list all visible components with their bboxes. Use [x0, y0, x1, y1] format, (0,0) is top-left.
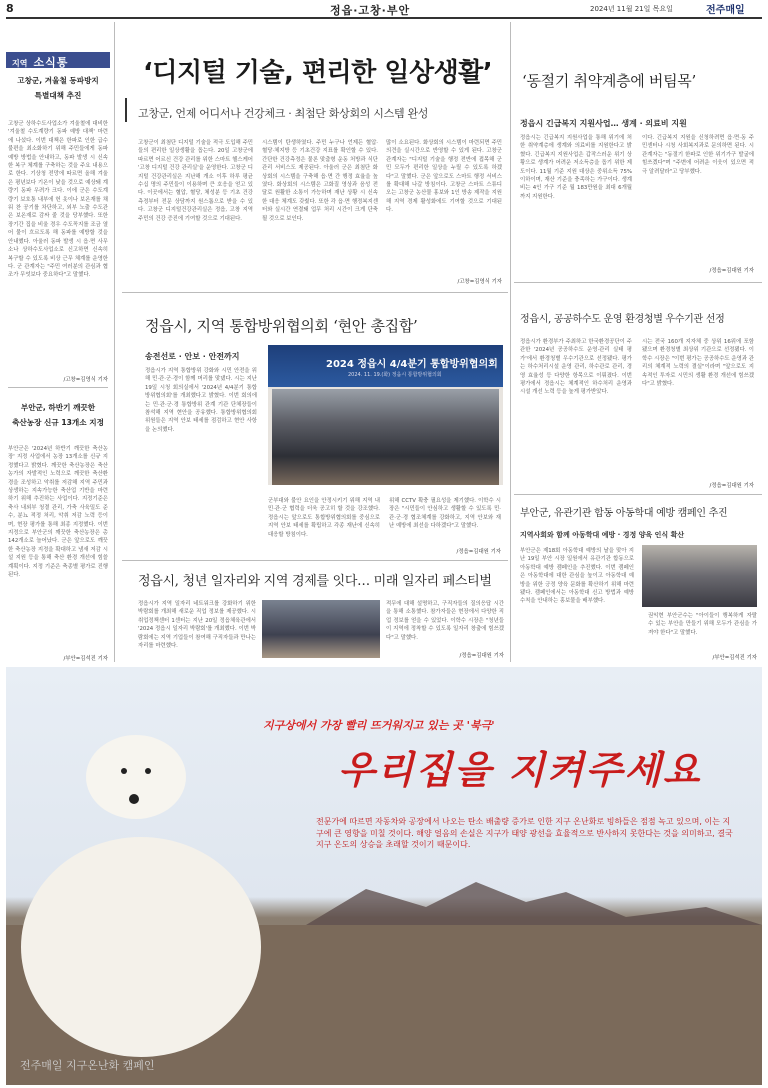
- right-story-title: ‘동절기 취약계층에 버팀목’: [522, 72, 696, 90]
- left-article1-headline: [6, 73, 110, 103]
- story2-title: 정읍시, 지역 통합방위협의회 ‘현안 총집합’: [145, 317, 418, 335]
- right-article2-title: 정읍시, 공공하수도 운영 환경청별 우수기관 선정: [520, 314, 725, 325]
- ad-mountains: [306, 882, 762, 925]
- story2-body-col1: 정읍시가 지역 통합방위 강화와 시민 안전을 위해 민·관·군·경이 함께 머리를 맞댔다. 시는 지난 19일 시청 회의실에서 '2024년 4/4분기 통합방위협의회'를 개최했다고 밝혔다. 이번 회의에는 민·관·군·경 통합방위 관계 기관 단체장들이 참석해 지역 현안을 공유했다. 통합방위협의회 위원들은 지역 안보 태세를 점검하고 현안 사항을 논의했다.: [145, 368, 257, 433]
- story3-body-col1: 정읍시가 지역 일자리 네트워크를 강화하기 위한 박람회를 개최해 새로운 직업 정보를 제공했다. 시 취업정책센터 1센터는 지난 20일 정읍체육관에서 '2024 정읍시 일자리 박람회'를 개최했다. 이번 박람회에는 지역 기업들이 참여해 구직자들과 만나는 자리를 마련했다.: [138, 601, 256, 650]
- top-story-divider: [122, 292, 508, 293]
- right-divider1: [514, 282, 762, 283]
- story3-photo: [262, 600, 380, 658]
- right-article3-photo: [642, 545, 757, 607]
- column-rule-left: [114, 22, 115, 662]
- ad-title: 우리집을 지켜주세요: [338, 748, 702, 792]
- top-story-body-col1: 고창군이 최첨단 디지털 기술을 적극 도입해 주민들의 편리한 일상생활을 돕는다. 20일 고창군에 따르면 어르신 건강 관리를 위한 스마트 헬스케어 '고창 디지털 건강 관리실'을 운영한다. 고창군 디지털 건강관리실은 지난해 개소 이후 하루 평균 수십 명의 주민들이 이용하며 큰 호응을 얻고 있다. 이곳에서는 혈압, 혈당, 체성분 등 기초 건강 측정부터 전문 상담까지 원스톱으로 받을 수 있다. 고창군 디지털건강관리실은 정읍, 고창 지역 주민의 건강 증진에 기여할 것으로 기대된다.: [138, 140, 253, 222]
- left-article1-headline-line1: 고창군, 겨울철 동파방지: [17, 76, 99, 85]
- left-divider: [8, 387, 108, 388]
- left-article2-headline: [6, 400, 110, 430]
- story2-photo-group: [272, 389, 499, 485]
- story3-title: 정읍시, 청년 일자리와 지역 경제를 잇다… 미래 일자리 페스티벌: [138, 574, 492, 589]
- page-number: 8: [6, 2, 14, 15]
- left-article2-body: 부안군은 '2024년 하반기 깨끗한 축산농장' 지정 사업에서 농장 13개소를 신규 지정했다고 밝혔다. 깨끗한 축산농장은 축산농가의 자발적인 노력으로 깨끗한 축산환경을 조성하고 악취를 저감해 지역 주민과 상생하는 지속가능한 축산업 기반을 마련하기 위해 추진하는 사업이다. 지정기준은 축사 내외부 청결 관리, 가축 사육밀도 준수, 분뇨 적정 처리, 악취 저감 노력 등이며, 현장 평가를 통해 최종 지정했다. 이번 지정으로 부안군의 깨끗한 축산농장은 총 142개소로 늘어났다. 군은 앞으로도 깨끗한 축산농장 지정을 확대하고 냄새 저감 시설 지원 등을 통해 축산 환경 개선에 힘쓸 계획이다. 지정 기준은 축종별 평가로 진행된다.: [8, 446, 108, 579]
- left-column-tag: [6, 52, 110, 68]
- story3-byline: /정읍=김대원 기자: [459, 653, 504, 659]
- ad-polar-bear-nose: [129, 794, 139, 804]
- ad-body: 전문가에 따르면 자동차와 공장에서 나오는 탄소 배출량 증가로 인한 지구 온난화로 빙하들은 점점 녹고 있으며, 이는 지구에 큰 영향을 미칠 것이다. 해양 얼음의 손실은 지구가 태양 광선을 효율적으로 반사하지 못한다는 것을 의미하고, 결국 지구 온도의 상승을 초래할 것이기 때문이다.: [316, 817, 733, 849]
- column-rule-right: [510, 22, 511, 662]
- ad-credit: 전주매일 지구온난화 캠페인: [20, 1059, 155, 1072]
- right-article3-body-col1: 부안군은 제18회 아동학대 예방의 날을 맞아 지난 19일 부안 시장 일원에서 유관기관 합동으로 아동학대 예방 캠페인을 추진했다. 이번 캠페인은 아동학대에 대한 관심을 높이고 아동학대 예방을 위한 긍정 양육 문화를 확산하기 위해 마련됐다. 캠페인에서는 아동학대 신고 방법과 예방 수칙을 안내하는 홍보물을 배부했다.: [520, 548, 634, 605]
- ad-polar-bear-body: [21, 837, 261, 1057]
- ad-polar-bear-head: [86, 735, 186, 819]
- section-title: 정읍·고창·부안: [330, 4, 411, 17]
- right-article3-body-col2: 권익현 부안군수는 "아이들이 행복하게 자랄 수 있는 부안을 만들기 위해 모두가 관심을 가져야 한다"고 말했다.: [648, 613, 757, 636]
- story2-photo: [268, 345, 503, 485]
- left-tag-label: 지역: [12, 59, 28, 68]
- story3-body-col3: 적무에 대해 설명하고, 구직자들의 질의응답 시간을 통해 소통했다. 참가자들은 현장에서 다양한 직업 정보를 얻을 수 있었다. 이학수 시장은 "청년들이 지역에 정착할 수 있도록 일자리 창출에 힘쓰겠다"고 말했다.: [386, 601, 504, 641]
- story2-photo-caption: 2024. 11. 19.(화) 정읍시 통합방위협의회: [348, 372, 442, 378]
- right-article2-byline: /정읍=김대원 기자: [709, 483, 754, 489]
- story2-photo-banner: 2024 정읍시 4/4분기 통합방위협의회: [326, 359, 498, 370]
- story2-body-col3: 위해 CCTV 확충 필요성을 제기했다. 이학수 시장은 "시민들이 안심하고 생활할 수 있도록 민·관·군·경 협조체계를 강화하고, 지역 안보와 재난 예방에 최선을 다하겠다"고 말했다.: [389, 498, 501, 530]
- right-story-body-col2: 이다. 긴급복지 지원을 신청하려면 읍·면·동 주민센터나 시청 사회복지과로 문의하면 된다. 시 관계자는 "동절기 한파로 인한 위기가구 발굴에 힘쓰겠다"며 "주변에 어려운 이웃이 있으면 적극 알려달라"고 당부했다.: [642, 135, 754, 175]
- paper-name: 전주매일: [706, 5, 745, 16]
- story2-body-col2: 군부대와 불안 요인을 안정시키기 위해 지역 내 민·관·군 협력을 더욱 공고히 할 것을 강조했다. 정읍시는 앞으로도 통합방위협의회를 중심으로 지역 안보 태세를 확립하고 각종 재난에 신속히 대응할 방침이다.: [268, 498, 380, 538]
- left-tag-title: 소식통: [33, 56, 69, 69]
- story2-kicker: 송전선로 · 안보 · 안전까지: [145, 352, 240, 361]
- right-article3-byline: /부안=김석진 기자: [712, 655, 757, 661]
- top-story-body-col2: 시스템이 탄생하였다. 주민 누구나 언제든 혈압·혈당·체지방 등 기초건강 지표를 확인할 수 있다. 간단한 건강측정은 물론 맞춤형 운동 처방과 식단 관리 서비스도 제공된다. 아울러 군은 최첨단 화상회의 시스템을 구축해 읍·면 간 행정 효율을 높였다. 화상회의 시스템은 고화질 영상과 음성 전달로 원활한 소통이 가능하며 재난 상황 시 신속한 대응 체계도 갖췄다. 또한 각 읍·면 행정복지센터와 실시간 연결돼 업무 처리 시간이 크게 단축될 것으로 보인다.: [262, 140, 378, 222]
- right-divider2: [514, 494, 762, 495]
- story2-divider: [122, 560, 508, 561]
- right-story-kicker: 정읍시 긴급복지 지원사업… 생계 · 의료비 지원: [520, 119, 687, 128]
- right-article2-body-col1: 정읍시가 환경부가 주최하고 한국환경공단이 주관한 '2024년 공공하수도 운영·관리 실태 평가'에서 환경청별 우수기관으로 선정됐다. 평가는 하수처리시설 운영 관리, 하수관로 관리, 경영 효율성 등 다양한 항목으로 이뤄졌다. 이번 평가에서 정읍시는 체계적인 하수처리 운영과 시설 개선 노력 등을 높게 평가받았다.: [520, 339, 632, 396]
- left-article2-byline: /부안=김석진 기자: [63, 656, 108, 662]
- right-article2-body-col2: 시는 전국 160개 지자체 중 상위 16위에 포함됐으며 환경청별 최상위 기관으로 선정됐다. 이학수 시장은 "이번 평가는 공공하수도 운영과 관리의 체계적 노력의 결실"이라며 "앞으로도 지속적인 투자로 시민의 생활 환경 개선에 힘쓰겠다"고 밝혔다.: [642, 339, 754, 388]
- left-article1-headline-line2: 특별대책 추진: [34, 91, 82, 100]
- header-rule: [6, 17, 762, 19]
- right-story-byline: /정읍=김대원 기자: [709, 268, 754, 274]
- right-article3-kicker: 지역사회와 함께 아동학대 예방 · 경정 양육 인식 확산: [520, 531, 685, 539]
- top-story-subtitle: 고창군, 언제 어디서나 건강체크 · 최첨단 화상회의 시스템 완성: [138, 107, 429, 120]
- story2-byline: /정읍=김대원 기자: [456, 549, 501, 555]
- top-story-title: ‘디지털 기술, 편리한 일상생활’: [143, 58, 493, 88]
- ad-subtitle: 지구상에서 가장 빨리 뜨거워지고 있는 곳 '북극': [263, 719, 495, 732]
- left-article1-body: 고창군 상하수도사업소가 겨울철에 대비한 '겨울철 수도계량기 동파 예방 대책' 마련에 나섰다. 이번 대책은 한파로 인한 급수 불편을 최소화하기 위해 주민들에게 동파 예방 방법을 안내하고, 동파 발생 시 신속한 복구 체계를 구축하는 것을 주요 내용으로 한다. 기상청 전망에 따르면 올해 겨울은 평년보다 기온이 낮을 것으로 예상돼 계량기 동파 우려가 크다. 이에 군은 수도계량기 보호통 내부에 헌 옷이나 보온재를 채워 찬 공기를 차단하고, 외부 노출 수도관은 보온재로 감싸 줄 것을 당부했다. 또한 장기간 집을 비울 경우 수도꼭지를 조금 열어 물이 흐르도록 해 동파를 예방할 것을 안내했다. 아울러 동파 발생 시 읍·면 사무소나 상하수도사업소로 신고하면 신속히 복구할 수 있도록 비상 근무 체계를 운영한다. 군 관계자는 "주민 여러분의 관심과 협조가 무엇보다 중요하다"고 말했다.: [8, 121, 108, 279]
- right-article3-title: 부안군, 유관기관 합동 아동학대 예방 캠페인 추진: [520, 508, 728, 519]
- issue-date: 2024년 11월 21일 목요일: [590, 5, 673, 13]
- ad-polar-bear-eye-right: [145, 768, 151, 774]
- top-story-byline: /고창=김영식 기자: [457, 279, 502, 285]
- subtitle-bar: [125, 98, 127, 122]
- top-story-body-col3: 많이 소요된다. 화상회의 시스템이 마련되면 주민 의견을 실시간으로 반영할 수 있게 된다. 고창군 관계자는 "디지털 기술을 행정 전반에 접목해 군민 모두가 편리한 일상을 누릴 수 있도록 하겠다"고 말했다. 군은 앞으로도 스마트 행정 서비스를 확대해 나갈 방침이다. 고창군 스마트 스튜디오는 고창군 농산물 홍보와 1인 방송 제작을 지원해 지역 경제 활성화에도 기여할 것으로 기대된다.: [386, 140, 502, 214]
- right-story-body-col1: 정읍시는 긴급복지 지원사업을 통해 위기에 처한 취약계층에 생계와 의료비를 지원한다고 밝혔다. 긴급복지 지원사업은 갑작스러운 위기 상황으로 생계가 어려운 저소득층을 돕기 위한 제도이다. 11월 기준 지원 대상은 중위소득 75% 이하이며, 재산 기준을 충족하는 가구이다. 생계비는 4인 가구 기준 월 183만원을 최대 6개월까지 지원한다.: [520, 135, 632, 200]
- left-article1-byline: /고창=김영식 기자: [63, 377, 108, 383]
- left-article2-headline-line2: 축산농장 신규 13개소 지정: [12, 418, 104, 427]
- left-article2-headline-line1: 부안군, 하반기 깨끗한: [20, 403, 96, 412]
- ad-polar-bear-eye-left: [121, 768, 127, 774]
